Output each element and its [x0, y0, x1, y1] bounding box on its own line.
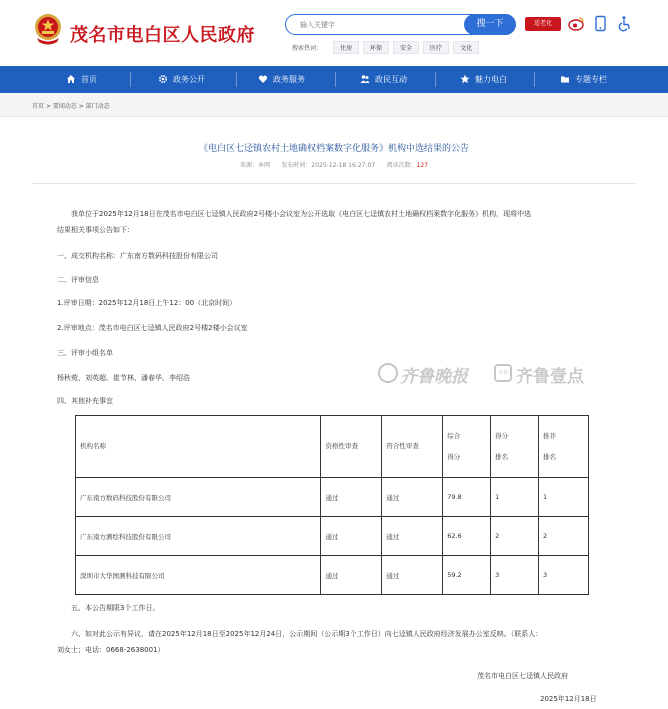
table-header-row — [76, 416, 589, 478]
nav-item-gov-services[interactable] — [258, 66, 305, 93]
site-title[interactable]: 茂名市电白区人民政府 — [70, 25, 255, 46]
signature: 茂名市电白区七迳镇人民政府 — [477, 672, 568, 680]
nav-item-label: 政务公开 — [173, 75, 205, 84]
table-header-cell: 得分 排名 — [491, 416, 539, 478]
folder-icon — [560, 74, 570, 84]
table-cell: 3 — [491, 556, 539, 595]
table-header-cell: 资格性审查 — [321, 416, 382, 478]
heart-icon — [258, 74, 268, 84]
nav-item-label: 专题专栏 — [575, 75, 607, 84]
table-cell: 深圳市大华图测科技有限公司 — [76, 556, 321, 595]
table-cell: 2 — [491, 517, 539, 556]
nav-item-gov-affairs[interactable] — [158, 66, 205, 93]
section-other: 四、其他补充事宜 — [57, 397, 113, 405]
table-row — [76, 517, 589, 556]
nav-item-home[interactable] — [66, 66, 97, 93]
article-meta — [0, 160, 668, 169]
panel-members: 杨秋菀、刘英超、崔节林、潘春华、李绍浩 — [57, 374, 190, 382]
nav-item-label: 首页 — [81, 75, 97, 84]
section-review-info: 二、评审信息 — [57, 276, 99, 284]
section-winning-bidder: 一、成交机构名称：广东南方数码科技股份有限公司 — [57, 252, 218, 260]
nav-item-charm[interactable] — [460, 66, 507, 93]
table-header-cell: 推荐 排名 — [539, 416, 589, 478]
table-cell: 1 — [491, 478, 539, 517]
nav-item-label: 政务服务 — [273, 75, 305, 84]
title-divider — [32, 183, 636, 184]
section-panel: 三、评审小组名单 — [57, 349, 113, 357]
nav-divider — [335, 72, 336, 87]
table-cell: 通过 — [321, 556, 382, 595]
article-title: 《电白区七迳镇农村土地确权档案数字化服务》机构中选结果的公告 — [198, 144, 469, 154]
table-cell: 通过 — [382, 478, 443, 517]
main-nav — [0, 66, 668, 93]
search-button[interactable]: 搜一下 — [464, 14, 516, 35]
nav-item-label: 政民互动 — [375, 75, 407, 84]
table-header-cell: 符合性审查 — [382, 416, 443, 478]
media-watermark — [376, 357, 608, 391]
watermark-text: 齐鲁壹点 — [516, 367, 584, 387]
table-cell: 2 — [539, 517, 589, 556]
nav-item-topics[interactable] — [560, 66, 607, 93]
table-cell: 广东南方测绘科技股份有限公司 — [76, 517, 321, 556]
publish-time: 发布时间：2025-12-18 16:27:07 — [281, 162, 376, 169]
table-cell: 通过 — [321, 517, 382, 556]
watermark-logo-icon — [378, 363, 398, 383]
nav-item-label: 魅力电白 — [475, 75, 507, 84]
result-table — [75, 415, 589, 595]
table-row — [76, 478, 589, 517]
table-cell: 通过 — [382, 556, 443, 595]
views-label: 阅读次数： — [386, 162, 417, 169]
hot-words-label: 搜索热词： — [292, 45, 323, 52]
site-header — [0, 0, 668, 66]
nav-item-interaction[interactable] — [360, 66, 407, 93]
nav-divider — [435, 72, 436, 87]
table-header-cell: 机构名称 — [76, 416, 321, 478]
signature-date: 2025年12月18日 — [540, 695, 597, 703]
table-cell: 79.8 — [443, 478, 491, 517]
table-cell: 3 — [539, 556, 589, 595]
intro-line-2: 结果相关事项公告如下： — [57, 226, 134, 234]
hot-tag[interactable]: 环保 — [363, 41, 389, 54]
gear-icon — [158, 74, 168, 84]
accessibility-icon[interactable] — [616, 15, 633, 32]
hot-tag[interactable]: 住房 — [333, 41, 359, 54]
people-icon — [360, 74, 370, 84]
article-source: 来源：本网 — [239, 162, 270, 169]
national-emblem-icon[interactable] — [33, 12, 63, 46]
table-header-cell: 综合 得分 — [443, 416, 491, 478]
section-period: 五、本公告期限3个工作日。 — [71, 604, 160, 612]
review-location: 2.评审地点：茂名市电白区七迳镇人民政府2号楼2楼小会议室 — [57, 324, 248, 332]
hot-tag[interactable]: 文化 — [453, 41, 479, 54]
table-cell: 通过 — [321, 478, 382, 517]
views-count: 127 — [416, 162, 429, 169]
watermark-text: 齐鲁晚报 — [400, 367, 468, 387]
weibo-icon[interactable] — [568, 15, 585, 32]
objection-line-2: 刘女士；电话：0668-2638001） — [57, 646, 165, 654]
nav-divider — [534, 72, 535, 87]
hot-words-list — [333, 41, 483, 52]
table-cell: 59.2 — [443, 556, 491, 595]
hot-tag[interactable]: 医疗 — [423, 41, 449, 54]
review-date: 1.评审日期：2025年12月18日上午12：00（北京时间） — [57, 299, 237, 307]
nav-divider — [130, 72, 131, 87]
hot-tag[interactable]: 安全 — [393, 41, 419, 54]
nav-divider — [236, 72, 237, 87]
table-row — [76, 556, 589, 595]
objection-line-1: 六、如对此公示有异议，请在2025年12月18日至2025年12月24日，公示期间（公示期3个工作日）向七迳镇人民政府经济发展办公室反映。（联系人： — [71, 630, 543, 638]
table-cell: 1 — [539, 478, 589, 517]
elder-mode-button[interactable]: 适老化 — [525, 17, 561, 31]
search-input[interactable] — [300, 18, 460, 32]
breadcrumb[interactable]: 首页 > 要闻动态 > 部门动态 — [32, 103, 110, 110]
table-cell: 通过 — [382, 517, 443, 556]
home-icon — [66, 74, 76, 84]
intro-line-1: 我单位于2025年12月18日在茂名市电白区七迳镇人民政府2号楼小会议室为公开选取《电白区七迳镇农村土地确权档案数字化服务》机构，现将中选 — [71, 210, 532, 218]
table-cell: 62.6 — [443, 517, 491, 556]
breadcrumb-bar — [0, 93, 668, 117]
star-icon — [460, 74, 470, 84]
table-cell: 广东南方数码科技股份有限公司 — [76, 478, 321, 517]
watermark-badge: 齐鲁 — [494, 364, 512, 382]
mobile-icon[interactable] — [592, 15, 609, 32]
